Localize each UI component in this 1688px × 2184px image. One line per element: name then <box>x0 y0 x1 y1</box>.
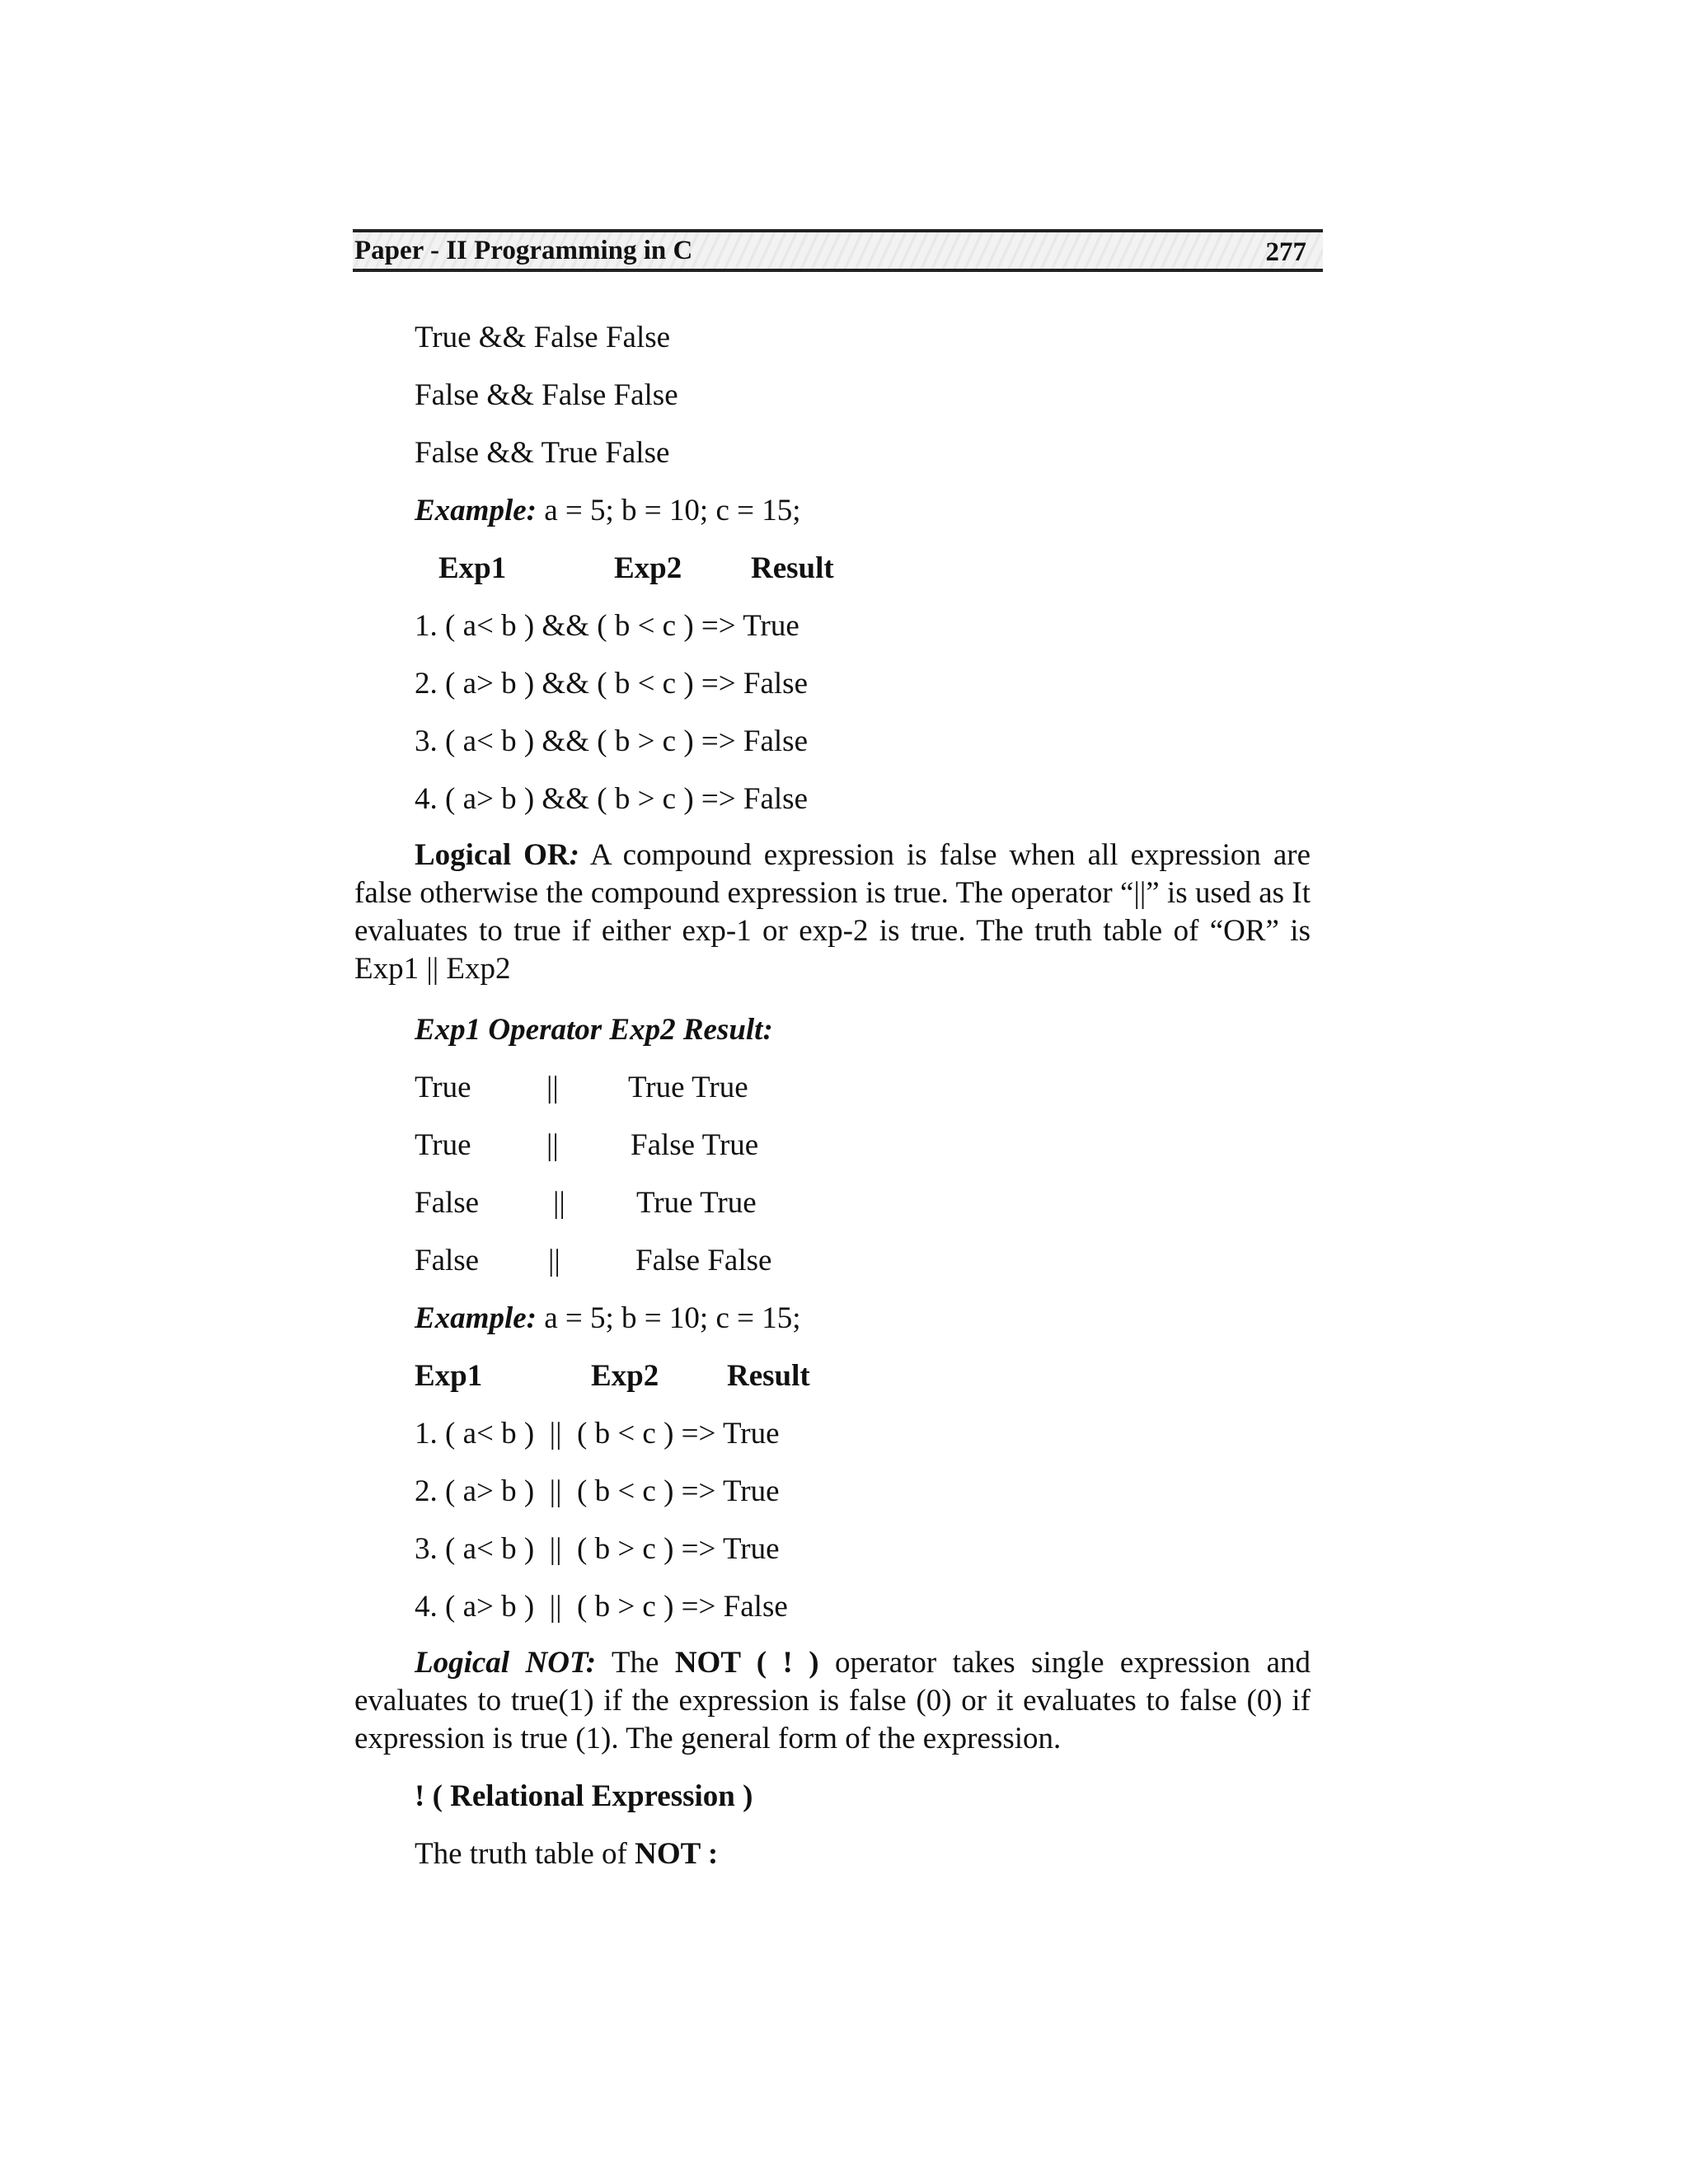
and-example-header-exp1: Exp1 <box>438 551 507 585</box>
logical-not-heading: Logical NOT: <box>415 1646 597 1680</box>
or-example-row: 1. ( a< b ) || ( b < c ) => True <box>415 1417 780 1451</box>
or-example-row: 4. ( a> b ) || ( b > c ) => False <box>415 1590 788 1624</box>
or-exp1: True <box>415 1071 471 1104</box>
and-example-line <box>415 495 801 526</box>
and-example-row: 2. ( a> b ) && ( b < c ) => False <box>415 667 809 701</box>
or-operator: || <box>548 1244 560 1277</box>
or-example-header-result: Result <box>727 1359 810 1393</box>
and-example-header-result: Result <box>751 551 834 585</box>
or-operator: || <box>546 1128 559 1162</box>
or-example-header-exp1: Exp1 <box>415 1359 483 1393</box>
or-table-heading: Exp1 Operator Exp2 Result: <box>415 1013 773 1047</box>
or-example-row: 3. ( a< b ) || ( b > c ) => True <box>415 1532 780 1566</box>
or-result: True True <box>628 1071 748 1104</box>
logical-not-the: The <box>596 1646 675 1680</box>
or-exp1: False <box>415 1186 480 1220</box>
or-table-row <box>415 1128 759 1162</box>
truth-caption-bold: NOT : <box>635 1837 719 1871</box>
or-example-row: 2. ( a> b ) || ( b < c ) => True <box>415 1474 780 1508</box>
or-result: False False <box>635 1244 772 1277</box>
or-table-row <box>415 1186 757 1220</box>
or-operator: || <box>553 1186 565 1220</box>
and-example-row: 1. ( a< b ) && ( b < c ) => True <box>415 609 799 643</box>
logical-or-colon: : <box>569 838 579 872</box>
and-table-row: False && True False <box>415 436 670 470</box>
example-values: a = 5; b = 10; c = 15; <box>536 1301 801 1335</box>
or-result: False True <box>631 1128 759 1162</box>
or-table-row <box>415 1071 748 1104</box>
truth-caption-text: The truth table of <box>415 1837 635 1871</box>
or-table-row <box>415 1244 772 1277</box>
not-general-form: ! ( Relational Expression ) <box>415 1779 753 1813</box>
logical-not-paragraph <box>354 1644 1311 1758</box>
not-truth-table-caption <box>415 1839 718 1869</box>
or-operator: || <box>546 1071 559 1104</box>
example-label: Example: <box>415 494 537 527</box>
logical-or-paragraph <box>354 837 1311 988</box>
or-example-header-exp2: Exp2 <box>591 1359 659 1393</box>
not-operator: NOT ( ! ) <box>674 1646 819 1680</box>
logical-not-body: operator takes single expression and evaluates to true(1) if the expression is false (0) or it evaluates to false (0) if expression is true (1). The general form of the expression. <box>354 1646 1311 1755</box>
or-exp1: False <box>415 1244 480 1277</box>
example-label: Example: <box>415 1301 537 1335</box>
example-values: a = 5; b = 10; c = 15; <box>536 494 801 527</box>
and-example-header-exp2: Exp2 <box>614 551 682 585</box>
and-example-row: 3. ( a< b ) && ( b > c ) => False <box>415 724 809 758</box>
page-number: 277 <box>1265 237 1306 267</box>
header-title: Paper - II Programming in C <box>354 236 693 265</box>
page-header <box>353 229 1323 272</box>
and-table-row: True && False False <box>415 321 671 354</box>
or-exp1: True <box>415 1128 471 1162</box>
and-table-row: False && False False <box>415 378 678 412</box>
and-example-row: 4. ( a> b ) && ( b > c ) => False <box>415 782 809 816</box>
logical-or-body: A compound expression is false when all expression are false otherwise the compound expression is true. The operator “||” is used as It evaluates to true if either exp-1 or exp-2 is true. The truth table of “OR” is Exp1 || Exp2 <box>354 838 1311 986</box>
or-result: True True <box>636 1186 757 1220</box>
or-example-line <box>415 1303 801 1333</box>
logical-or-heading: Logical OR <box>415 838 570 872</box>
